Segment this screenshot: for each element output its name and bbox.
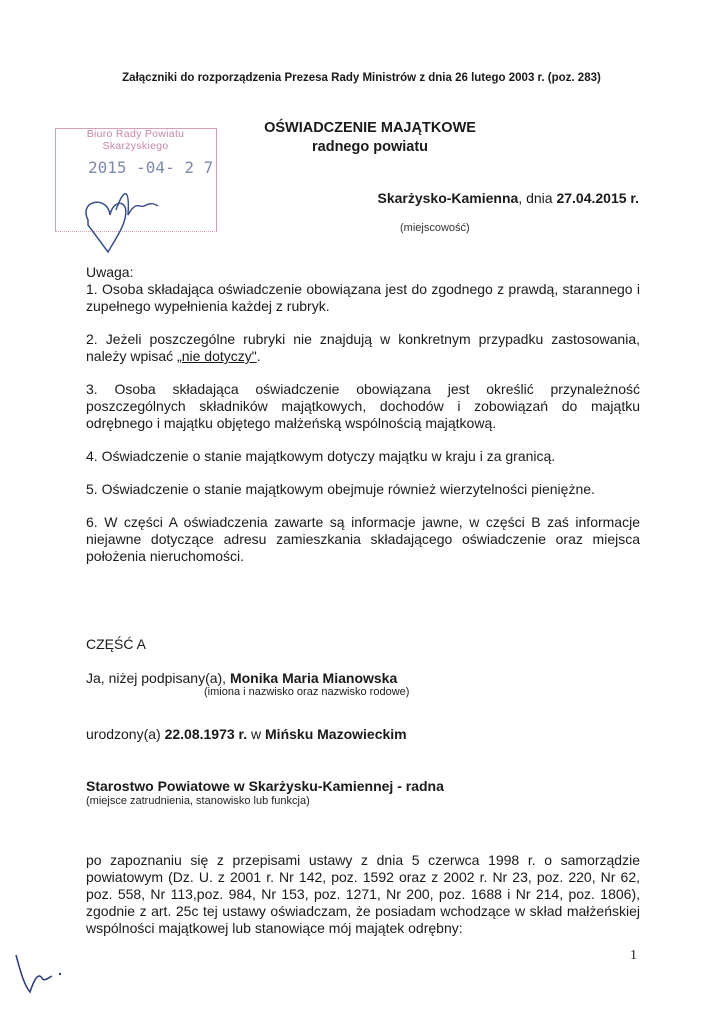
place-date: 27.04.2015 r. <box>556 190 639 206</box>
born-date: 22.08.1973 r. <box>164 726 248 742</box>
name-caption: (imiona i nazwisko oraz nazwisko rodowe) <box>204 686 410 698</box>
ja-prefix: Ja, niżej podpisany(a), <box>86 670 230 686</box>
note-item-6: 6. W części A oświadczenia zawarte są informacje jawne, w części B zaś informacje niejawne dotyczące adresu zamieszkania składającego oświadczenie oraz miejsca położenia nieruchomości. <box>86 514 640 564</box>
employer: Starostwo Powiatowe w Skarżysku-Kamiennej - radna <box>86 778 444 794</box>
note-item-4: 4. Oświadczenie o stanie majątkowym dotyczy majątku w kraju i za granicą. <box>86 448 556 464</box>
note-item-3: 3. Osoba składająca oświadczenie obowiązana jest określić przynależność poszczególnych składników majątkowych, dochodów i zobowiązań do majątku odrębnego i majątku objętego małżeńską wspólnością majątkową. <box>86 381 640 431</box>
declarant-name: Monika Maria Mianowska <box>229 670 398 686</box>
document-title <box>220 119 520 157</box>
place-city: Skarżysko-Kamienna <box>377 190 519 206</box>
statement-paragraph: po zapoznaniu się z przepisami ustawy z dnia 5 czerwca 1998 r. o samorządzie powiatowym (Dz. U. z 2001 r. Nr 142, poz. 1592 oraz z 2002 r. Nr 23, poz. 220, Nr 62, poz. 558, Nr 113,poz. 984, Nr 153, poz. 1271, Nr 200, poz. 1688 i Nr 214, poz. 1806), zgodnie z art. 25c tej ustawy oświadczam, że posiadam wchodzące w skład małżeńskiej wspólności majątkowej lub stanowiące mój majątek odrębny: <box>86 852 640 936</box>
place-and-date <box>377 190 639 206</box>
part-a-heading: CZĘŚĆ A <box>86 636 146 652</box>
handwritten-initials <box>8 950 68 1000</box>
declarant-line <box>86 670 640 687</box>
note-item-2 <box>86 331 640 365</box>
place-caption: (miejscowość) <box>400 222 470 234</box>
born-place: Mińsku Mazowieckim <box>265 726 407 742</box>
title-line-1: OŚWIADCZENIE MAJĄTKOWE <box>264 120 476 136</box>
document-header: Załączniki do rozporządzenia Prezesa Rady Ministrów z dnia 26 lutego 2003 r. (poz. 283) <box>122 72 601 84</box>
title-line-2: radnego powiatu <box>312 139 428 155</box>
handwritten-signature <box>78 180 188 260</box>
note-item-2-text: 2. Jeżeli poszczególne rubryki nie znajdują w konkretnym przypadku zastosowania, należy wpisać <box>86 331 640 364</box>
note-item-2-end: . <box>256 348 261 364</box>
birth-line <box>86 726 640 743</box>
stamp-office: Biuro Rady Powiatu Skarżyskiego <box>86 128 185 152</box>
notes-heading: Uwaga: <box>86 264 134 280</box>
born-mid: w <box>247 726 266 742</box>
stamp-date: 2015 -04- 2 7 <box>88 158 214 177</box>
employer-caption: (miejsce zatrudnienia, stanowisko lub funkcja) <box>86 795 310 807</box>
note-item-1: 1. Osoba składająca oświadczenie obowiązana jest do zgodnego z prawdą, starannego i zupełnego wypełnienia każdej z rubryk. <box>86 281 640 314</box>
date-prefix: , dnia <box>518 190 557 206</box>
note-item-5: 5. Oświadczenie o stanie majątkowym obejmuje również wierzytelności pieniężne. <box>86 481 595 497</box>
page-number: 1 <box>630 948 637 963</box>
born-prefix: urodzony(a) <box>86 726 165 742</box>
note-item-2-quote: „nie dotyczy" <box>177 348 257 364</box>
notes-section <box>86 264 640 581</box>
